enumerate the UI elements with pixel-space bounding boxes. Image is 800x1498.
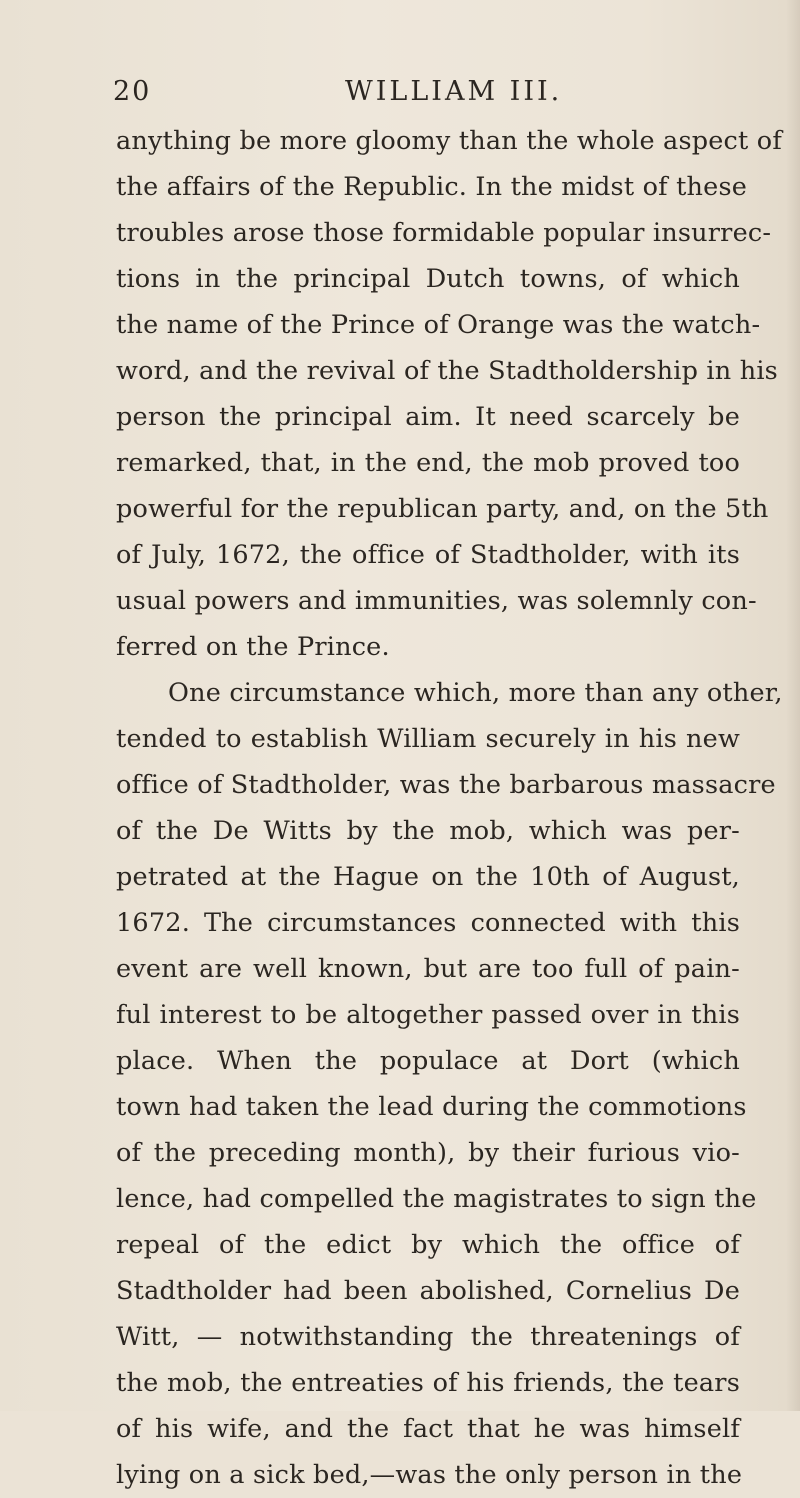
text-line: Witt, — notwithstanding the threatenings of xyxy=(116,1322,740,1352)
text-line: event are well known, but are too full of pain- xyxy=(116,954,740,984)
page-number: 20 xyxy=(113,76,152,107)
text-line: 1672. The circumstances connected with this xyxy=(116,908,740,938)
text-line: the name of the Prince of Orange was the watch- xyxy=(116,310,761,340)
text-line: place. When the populace at Dort (which xyxy=(116,1046,740,1076)
text-line: lying on a sick bed,—was the only person in the xyxy=(116,1460,743,1490)
text-line: powerful for the republican party, and, on the 5th xyxy=(116,494,769,524)
text-line: usual powers and immunities, was solemnly con- xyxy=(116,586,757,616)
text-line: Stadtholder had been abolished, Cornelius De xyxy=(116,1276,740,1306)
text-line: town had taken the lead during the commotions xyxy=(116,1092,747,1122)
text-line: petrated at the Hague on the 10th of August, xyxy=(116,862,740,892)
page-edge-shadow xyxy=(786,0,800,1411)
text-line: anything be more gloomy than the whole aspect of xyxy=(116,126,782,156)
text-line: of July, 1672, the office of Stadtholder, with its xyxy=(116,540,740,570)
body-text xyxy=(116,118,783,1498)
text-line: troubles arose those formidable popular insurrec- xyxy=(116,218,772,248)
text-line: word, and the revival of the Stadtholdership in his xyxy=(116,356,778,386)
text-line: the mob, the entreaties of his friends, the tears xyxy=(116,1368,740,1398)
text-line: tions in the principal Dutch towns, of which xyxy=(116,264,740,294)
text-line: repeal of the edict by which the office of xyxy=(116,1230,740,1260)
running-head xyxy=(113,76,753,116)
text-line: of the preceding month), by their furious vio- xyxy=(116,1138,740,1168)
text-line: the affairs of the Republic. In the midst of these xyxy=(116,172,748,202)
running-title: WILLIAM III. xyxy=(345,76,563,107)
text-line-paragraph-end: ferred on the Prince. xyxy=(116,632,390,662)
text-line: person the principal aim. It need scarcely be xyxy=(116,402,740,432)
text-line: office of Stadtholder, was the barbarous massacre xyxy=(116,770,776,800)
text-line: remarked, that, in the end, the mob proved too xyxy=(116,448,740,478)
text-line: of the De Witts by the mob, which was per- xyxy=(116,816,740,846)
text-line: lence, had compelled the magistrates to sign the xyxy=(116,1184,757,1214)
text-line: tended to establish William securely in his new xyxy=(116,724,740,754)
text-line: ful interest to be altogether passed over in this xyxy=(116,1000,740,1030)
text-line-paragraph-start: One circumstance which, more than any other, xyxy=(168,678,783,708)
text-line: of his wife, and the fact that he was himself xyxy=(116,1414,740,1444)
